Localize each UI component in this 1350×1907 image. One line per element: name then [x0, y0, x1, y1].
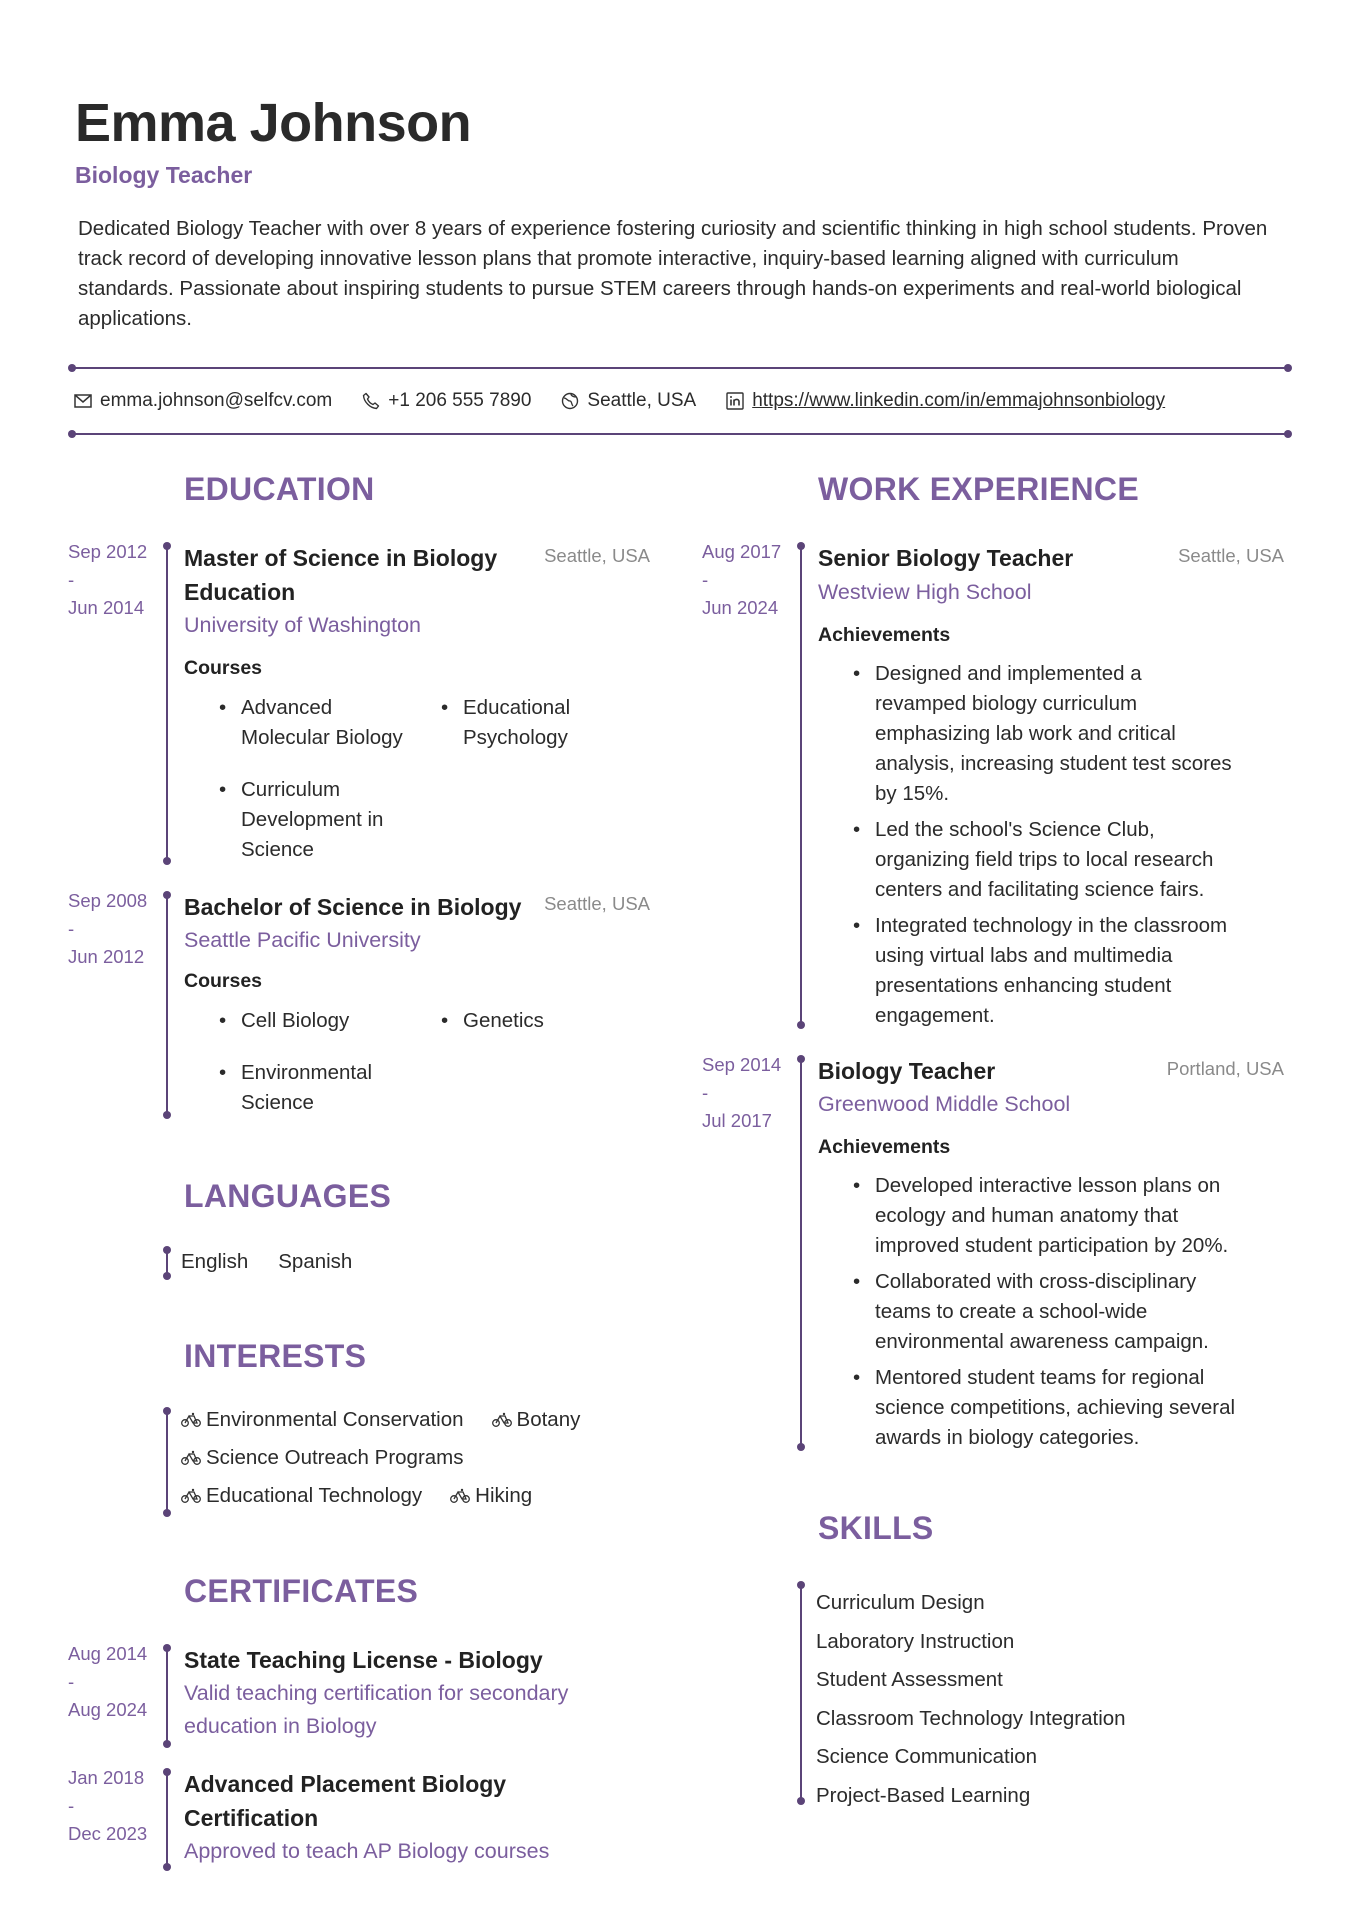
company-name: Greenwood Middle School: [818, 1092, 1071, 1116]
date-start: Sep 2008: [68, 890, 148, 911]
timeline-line: [800, 545, 802, 1026]
bicycle-icon: [181, 1450, 201, 1466]
interest-label: Botany: [516, 1408, 581, 1431]
skill-item: Laboratory Instruction: [816, 1629, 1015, 1653]
certificate-name: State Teaching License - Biology: [184, 1647, 543, 1673]
degree-title-line: Master of Science in Biology: [184, 545, 498, 571]
achievements-list: [818, 1171, 1238, 1459]
achievement-item: • Integrated technology in the classroom using virtual labs and multimedia presentations enhancing student engagement.: [818, 911, 1238, 1031]
entry-dates: [702, 538, 781, 622]
degree-title-line: Education: [184, 579, 296, 605]
timeline-line: [166, 1249, 168, 1277]
date-end: Aug 2024: [68, 1699, 148, 1720]
linkedin-icon: [726, 392, 744, 410]
certificate-name-line: Advanced Placement Biology: [184, 1771, 507, 1797]
date-separator: -: [68, 918, 75, 939]
contact-phone-text: +1 206 555 7890: [388, 390, 532, 411]
languages-heading: LANGUAGES: [184, 1178, 392, 1214]
date-separator: -: [68, 1671, 75, 1692]
contact-bar: [74, 386, 1195, 416]
date-end: Jul 2017: [702, 1110, 772, 1131]
timeline-line: [166, 1410, 168, 1514]
interest-item: [181, 1446, 464, 1470]
entry-dates: [68, 538, 147, 622]
timeline-line: [166, 894, 168, 1116]
achievements-label: Achievements: [818, 1136, 951, 1158]
certificate-description: [184, 1677, 644, 1743]
date-separator: -: [702, 1082, 709, 1103]
skill-item: Curriculum Design: [816, 1591, 985, 1614]
timeline-line: [800, 1584, 802, 1802]
entry-dates: [702, 1051, 781, 1135]
timeline-line: [166, 1771, 168, 1868]
language-item: Spanish: [278, 1250, 353, 1273]
entry-location: Seattle, USA: [544, 545, 650, 566]
interest-item: [181, 1408, 464, 1432]
certificate-description-line: education in Biology: [184, 1714, 377, 1738]
date-start: Sep 2012: [68, 541, 148, 562]
timeline-line: [800, 1058, 802, 1448]
achievement-item: • Mentored student teams for regional science competitions, achieving several awards in biology categories.: [818, 1363, 1238, 1453]
contact-phone[interactable]: [362, 390, 531, 412]
degree-title: [184, 541, 544, 609]
course-item: • Environmental Science: [209, 1058, 379, 1118]
certificates-heading: CERTIFICATES: [184, 1573, 419, 1609]
certificate-description: Approved to teach AP Biology courses: [184, 1839, 550, 1863]
bicycle-icon: [181, 1488, 201, 1504]
company-name: Westview High School: [818, 580, 1032, 604]
course-item: • Advanced Molecular Biology: [209, 693, 419, 753]
course-item: • Genetics: [431, 1006, 631, 1036]
interests-row: [181, 1446, 492, 1470]
entry-dates: [68, 1640, 147, 1724]
achievement-item: • Developed interactive lesson plans on ecology and human anatomy that improved student participation by 20%.: [818, 1171, 1238, 1261]
course-item: • Educational Psychology: [431, 693, 591, 753]
course-item: • Cell Biology: [209, 1006, 431, 1036]
certificate-name-line: Certification: [184, 1805, 319, 1831]
language-item: English: [181, 1250, 249, 1273]
profile-summary: Dedicated Biology Teacher with over 8 years of experience fostering curiosity and scientific thinking in high school students. Proven track record of developing innovative lesson plans that promote interactive, inquiry-based learning aligned with curriculum standards. Passionate about inspiring students to pursue STEM careers through hands-on experiments and real-world biological applications.: [78, 217, 1268, 330]
interest-label: Educational Technology: [206, 1484, 423, 1507]
date-separator: -: [68, 569, 75, 590]
date-end: Jun 2012: [68, 946, 145, 967]
courses-list: [209, 693, 631, 865]
skill-item: Classroom Technology Integration: [816, 1706, 1126, 1730]
candidate-name: Emma Johnson: [75, 93, 472, 153]
education-heading: EDUCATION: [184, 471, 375, 507]
timeline-line: [166, 545, 168, 862]
course-item: • Curriculum Development in Science: [209, 775, 399, 865]
interest-label: Environmental Conservation: [206, 1408, 464, 1431]
degree-title: Bachelor of Science in Biology: [184, 894, 522, 920]
courses-label: Courses: [184, 970, 263, 992]
timeline-line: [166, 1647, 168, 1745]
date-start: Aug 2017: [702, 541, 782, 562]
bicycle-icon: [450, 1488, 470, 1504]
contact-divider-bottom: [71, 433, 1289, 435]
skills-list: [816, 1584, 1126, 1815]
interests-heading: INTERESTS: [184, 1338, 367, 1374]
contact-linkedin-link[interactable]: https://www.linkedin.com/in/emmajohnsonbiology: [752, 390, 1166, 411]
skill-item: Project-Based Learning: [816, 1783, 1031, 1807]
entry-dates: [68, 887, 147, 971]
bicycle-icon: [492, 1412, 512, 1428]
contact-divider-top: [71, 367, 1289, 369]
date-separator: -: [68, 1795, 75, 1816]
contact-email[interactable]: [74, 390, 332, 412]
entry-location: Seattle, USA: [544, 893, 650, 914]
entry-location: Seattle, USA: [1178, 545, 1284, 566]
contact-linkedin[interactable]: [726, 390, 1165, 412]
interest-label: Science Outreach Programs: [206, 1446, 464, 1469]
school-name: Seattle Pacific University: [184, 928, 421, 952]
date-start: Sep 2014: [702, 1054, 782, 1075]
skill-item: Science Communication: [816, 1745, 1038, 1768]
job-title: Senior Biology Teacher: [818, 545, 1074, 571]
work-experience-heading: WORK EXPERIENCE: [818, 471, 1139, 507]
certificate-description-line: Valid teaching certification for secondary: [184, 1681, 569, 1705]
phone-icon: [362, 392, 380, 410]
entry-dates: [68, 1764, 147, 1848]
interests-row: [181, 1408, 608, 1432]
interest-item: [492, 1408, 581, 1432]
achievements-list: [818, 659, 1238, 1037]
date-end: Jun 2024: [702, 597, 779, 618]
date-end: Jun 2014: [68, 597, 145, 618]
skills-heading: SKILLS: [818, 1510, 934, 1546]
interest-item: [450, 1484, 532, 1508]
contact-location: [561, 390, 696, 412]
achievements-label: Achievements: [818, 624, 951, 646]
achievement-item: • Designed and implemented a revamped biology curriculum emphasizing lab work and critical analysis, increasing student test scores by 15%.: [818, 659, 1238, 809]
date-start: Aug 2014: [68, 1643, 148, 1664]
bicycle-icon: [181, 1412, 201, 1428]
languages-list: [181, 1250, 382, 1274]
school-name: University of Washington: [184, 613, 421, 637]
courses-label: Courses: [184, 657, 263, 679]
achievement-item: • Collaborated with cross-disciplinary teams to create a school-wide environmental awareness campaign.: [818, 1267, 1238, 1357]
courses-list: [209, 1006, 631, 1118]
date-separator: -: [702, 569, 709, 590]
mail-icon: [74, 394, 92, 408]
globe-icon: [561, 392, 579, 410]
entry-location: Portland, USA: [1166, 1058, 1284, 1079]
contact-location-text: Seattle, USA: [587, 390, 697, 411]
achievement-item: • Led the school's Science Club, organizing field trips to local research centers and facilitating science fairs.: [818, 815, 1238, 905]
skill-item: Student Assessment: [816, 1668, 1003, 1691]
date-start: Jan 2018: [68, 1767, 145, 1788]
interest-item: [181, 1484, 422, 1508]
contact-email-text: emma.johnson@selfcv.com: [100, 390, 333, 411]
date-end: Dec 2023: [68, 1823, 148, 1844]
certificate-name: [184, 1767, 644, 1835]
candidate-role: Biology Teacher: [75, 162, 253, 188]
job-title: Biology Teacher: [818, 1058, 996, 1084]
interest-label: Hiking: [475, 1484, 533, 1507]
interests-row: [181, 1484, 560, 1508]
